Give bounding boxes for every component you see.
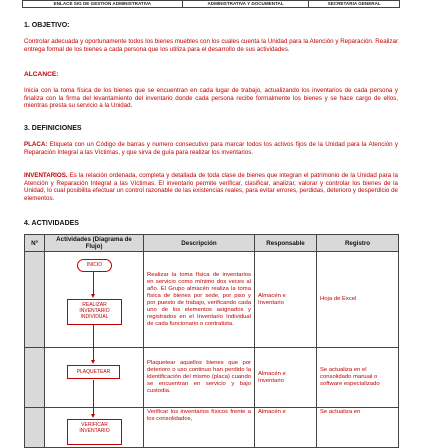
flow-box-plaquetear: PLAQUETEAR — [67, 365, 120, 379]
flow-arrow-icon — [91, 360, 95, 364]
record-cell: Hoja de Excel — [317, 252, 399, 348]
flow-arrow-icon — [91, 414, 95, 418]
col-header-responsible: Responsable — [255, 235, 317, 252]
flow-connector — [93, 271, 94, 295]
header-cell-dependency: SECRETARIA GENERAL — [309, 1, 400, 8]
placa-term: PLACA: — [24, 141, 48, 148]
description-cell: Realizar la toma física de inventarios en servicio como mínimo dos veces al año. El Grupo almacén realiza la toma física de bienes por sede, por piso y por puesto de trabajo, verificando cada uno de los elementos asignados y registrados en el Inventario Individual de cada funcionario o contratista. — [144, 252, 255, 348]
flow-box-verify: VERIFICAR INVENTARIO — [67, 419, 122, 445]
inventario-definition — [24, 172, 398, 202]
flow-arrow-icon — [91, 294, 95, 298]
table-row — [25, 408, 399, 448]
col-header-num: Nº — [25, 235, 45, 252]
responsible-cell: Almacén e — [255, 408, 317, 448]
flow-connector — [93, 380, 94, 408]
flow-connector — [93, 324, 94, 349]
col-header-description: Descripción — [144, 235, 255, 252]
flow-cell — [45, 252, 144, 348]
objetivo-text: Controlar adecuada y oportunamente todos los bienes muebles con los cuales cuenta la Unidad para la Atención y Reparación. Realizar entrega formal de los bienes a cada persona que los utiliza para el desarrollo de sus actividades. — [24, 38, 398, 53]
col-header-flow: Actividades (Diagrama de Flujo) — [45, 235, 144, 252]
placa-definition — [24, 141, 398, 156]
record-cell: Se actualiza en — [317, 408, 399, 448]
description-cell: Plaquetear aquellos bienes que por deterioro o uso continuo han perdido la identificación del mismo (placa) cuando se encuentran en servicio y bajo custodia. — [144, 348, 255, 408]
alcance-title: ALCANCE: — [24, 71, 59, 78]
activities-table — [24, 234, 399, 448]
responsible-cell: Almacén e Inventario — [255, 348, 317, 408]
description-cell: Verificar los inventarios físicos frente a los consolidados, — [144, 408, 255, 448]
objetivo-title: 1. OBJETIVO: — [24, 22, 70, 29]
row-number — [25, 408, 45, 448]
flow-cell — [45, 348, 144, 408]
flow-box-inventory: REALIZAR INVENTARIO INDIVIDUAL — [67, 299, 122, 325]
header-cell-process: ADMINISTRATIVA Y DOCUMENTAL — [182, 1, 309, 8]
header-cell-area: ENLACE SIG DE GESTION ADMINISTRATIVA — [23, 1, 183, 8]
definiciones-title: 3. DEFINICIONES — [24, 125, 82, 132]
document-header-table — [22, 0, 400, 8]
inventario-term: INVENTARIOS. — [24, 172, 68, 179]
row-number — [25, 252, 45, 348]
placa-text: Etiqueta con un Código de barras y numero consecutivo para marcar todos los activos fijos de la Unidad para la Atención y Reparación Integral a las Víctimas, y que sirva de guía para realizar los inventarios. — [24, 141, 398, 156]
row-number — [25, 348, 45, 408]
inventario-text: Es la relación ordenada, completa y detallada de toda clase de bienes que integran el patrimonio de la Unidad para la Atención y Reparación Integral a las Víctimas. El inventario permite verificar, clasificar, analizar, valorar y controlar los bienes de la Unidad, lo cual posibilita efectuar un control razonable de las existencias reales, para evitar errores, perdidas, deterioro y desperdicio de elementos. — [24, 172, 398, 202]
flow-cell — [45, 408, 144, 448]
table-row — [25, 252, 399, 348]
responsible-cell: Almacén e Inventario — [255, 252, 317, 348]
flow-start-terminal: INICIO — [77, 259, 112, 272]
col-header-record: Registro — [317, 235, 399, 252]
activities-header-row — [25, 235, 399, 252]
alcance-text: Inicia con la toma física de los bienes que se encuentran en cada lugar de trabajo, actualizando los inventarios de cada persona y finaliza con la firma del levantamiento del inventario donde cada persona recibe formalmente los bienes y se hace cargo de ellos, mientras presta su servicio a la Unidad. — [24, 87, 398, 110]
table-row — [25, 348, 399, 408]
actividades-title: 4. ACTIVIDADES — [24, 220, 79, 227]
record-cell: Se actualiza en el consolidado manual o software especializado — [317, 348, 399, 408]
